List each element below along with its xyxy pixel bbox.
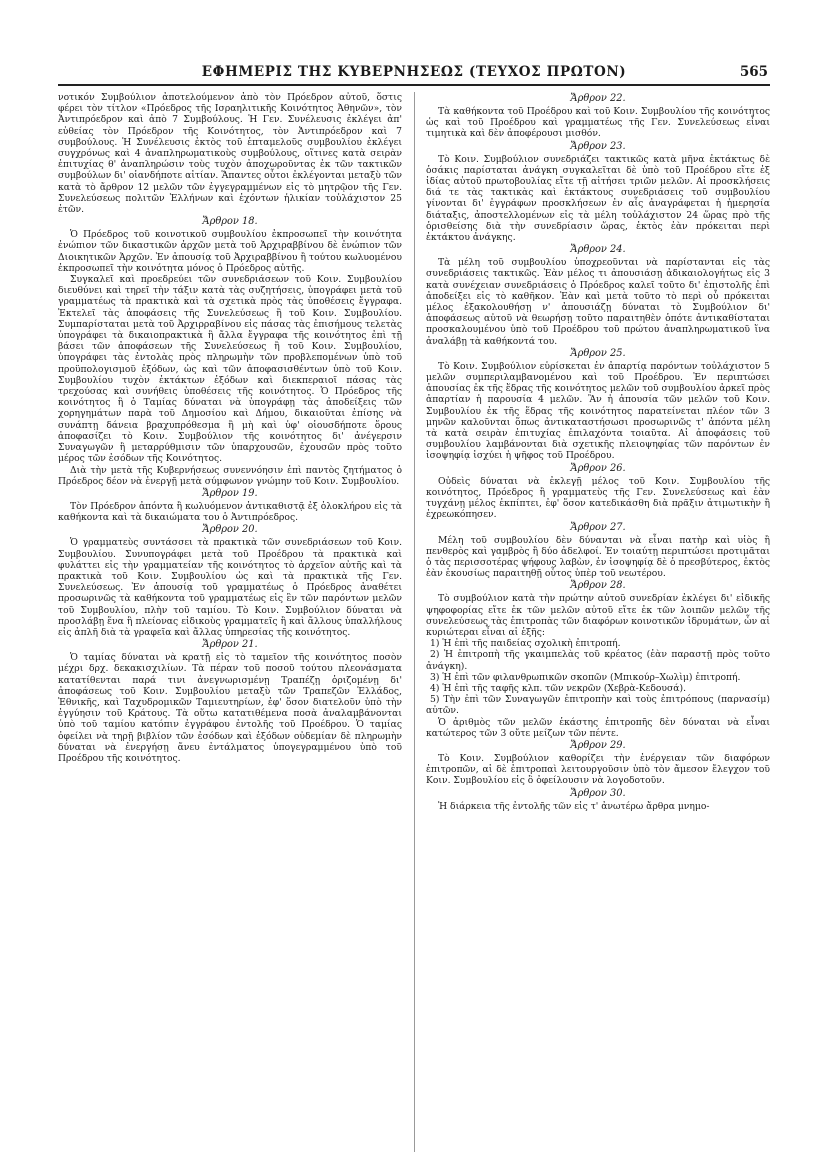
list-item: 5) Τὴν ἐπὶ τῶν Συναγωγῶν ἐπιτροπὴν καὶ τοὺς ἐπιτρόπους (παρνασίμ) αὐτῶν. <box>426 694 770 717</box>
article-23-paragraph: Τὸ Κοιν. Συμβούλιον συνεδριάζει τακτικῶς κατὰ μῆνα ἐκτάκτως δὲ ὁσάκις παρίσταται ἀνάγκη συγκαλεῖται δὲ ὑπὸ τοῦ Προέδρου εἴτε ἐξ ἰδίας αὐτοῦ πρωτοβουλίας εἴτε τῇ αἰτήσει τριῶν μελῶν. Αἱ προσκλήσεις διά τε τὰς τακτικὰς καὶ ἐκτάκτους συνεδριάσεις τοῦ συμβουλίου γίνονται δι' ἐγγράφων προσκλήσεων ἐν αἷς ἀναγράφεται ἡ ἡμερησία διάταξις, ἀποστελλομένων εἰς τὰ μέλη τοὐλάχιστον 24 ὥρας πρὸ τῆς ὁρισθείσης διὰ τὴν συνεδρίασιν ὥρας, ἐκτὸς ἐὰν πρόκειται περὶ ἐκτάκτου ἀνάγκης. <box>426 153 770 244</box>
article-18-paragraph-2: Συγκαλεῖ καὶ προεδρεύει τῶν συνεδριάσεων τοῦ Κοιν. Συμβουλίου διευθύνει καὶ τηρεῖ τὴν τάξιν κατὰ τὰς συζητήσεις, ὑπογράφει μετὰ τοῦ γραμματέως τὰ πρακτικὰ καὶ τὰ σχετικὰ πρὸς τὰς ὑποθέσεις ἔγγραφα. Ἐκτελεῖ τὰς ἀποφάσεις τῆς Συνελεύσεως ἢ τοῦ Κοιν. Συμβουλίου. Συμπαρίσταται μετὰ τοῦ Ἀρχιρραβίνου εἰς πάσας τὰς ἐπισήμους τελετὰς ὑπογράφει τὰ δικαιοπρακτικὰ ἢ ἄλλα ἔγγραφα τῆς κοινότητος ἐπὶ τῇ βάσει τῶν ἀποφάσεων τῆς Συνελεύσεως ἢ τοῦ Κοιν. Συμβουλίου, ὑπογράφει τὰς ἐντολὰς πρὸς πληρωμὴν τῶν προβλεπομένων ὑπὸ τοῦ προϋπολογισμοῦ ἐξόδων, ὡς καὶ τῶν ἀποφασισθέντων ὑπὸ τοῦ Κοιν. Συμβουλίου τυχὸν ἐκτάκτων ἐξόδων καὶ διεκπεραιοῖ πάσας τὰς τρεχούσας καὶ συνήθεις ὑποθέσεις τῆς κοινότητος. Ὁ Πρόεδρος τῆς κοινότητος ἢ ὁ Ταμίας δύναται νὰ ὑπογράφῃ τὰς ἀποδείξεις τῶν χορηγημάτων παρὰ τοῦ Δημοσίου καὶ Δήμου, δικαιοῦται ἐπίσης νὰ συνάπτῃ δάνεια βραχυπρόθεσμα ἢ μὴ καὶ ὑφ' οἱουσδήποτε ὅρους ἀποφασίζει τὸ Κοιν. Συμβούλιον τῆς κοινότητος δι' ἀνέγερσιν Συναγωγῶν ἢ μεταρρύθμισιν τῶν ὑπαρχουσῶν, ἐχουσῶν πρὸς τοῦτο μέρος τῶν ἐσόδων τῆς Κοινότητος. <box>58 274 402 465</box>
article-18-heading: Ἄρθρον 18. <box>202 216 258 228</box>
article-25-paragraph: Τὸ Κοιν. Συμβούλιον εὑρίσκεται ἐν ἀπαρτίᾳ παρόντων τοὐλάχιστον 5 μελῶν συμπεριλαμβανομένου καὶ τοῦ Προέδρου. Ἐν περιπτώσει ἀπουσίας ἐκ τῆς ἕδρας τῆς κοινότητος μελῶν τοῦ συμβουλίου ἀρκεῖ πρὸς ἀπαρτίαν ἡ παρουσία 4 μελῶν. Ἂν ἡ ἀπουσία τῶν μελῶν τοῦ Κοιν. Συμβουλίου ἐκ τῆς ἕδρας τῆς κοινότητος παρατείνεται πλέον τῶν 3 μηνῶν καλοῦνται ὅπως ἀντικαταστήσωσι προσωρινῶς τ' ἀπόντα μέλη τὰ κατὰ σειρὰν ἐπιτυχίας ἐπιλαχόντα τοιαῦτα. Αἱ ἀποφάσεις τοῦ συμβουλίου λαμβάνονται διὰ σχετικῆς πλειοψηφίας τῶν παρόντων ἐν ἰσοψηφίᾳ ἰσχύει ἡ ψῆφος τοῦ Προέδρου. <box>426 360 770 462</box>
article-18-paragraph-1: Ὁ Πρόεδρος τοῦ κοινοτικοῦ συμβουλίου ἐκπροσωπεῖ τὴν κοινότητα ἐνώπιον τῶν δικαστικῶν ἀρχῶν μετὰ τοῦ Ἀρχιραββίνου δὲ ἐνώπιον τῶν Διοικητικῶν Ἀρχῶν. Ἐν ἀπουσίᾳ τοῦ Ἀρχιραββίνου ἢ τούτου κωλυομένου ἐκπροσωπεῖ τὴν κοινότητα μόνος ὁ Πρόεδρος αὐτῆς. <box>58 229 402 274</box>
left-column <box>58 92 402 1152</box>
gazette-page <box>58 62 770 1152</box>
article-28-paragraph: Τὸ συμβούλιον κατὰ τὴν πρώτην αὐτοῦ συνεδρίαν ἐκλέγει δι' εἰδικῆς ψηφοφορίας εἴτε ἐκ τῶν μελῶν αὐτοῦ εἴτε ἐκ τῶν λοιπῶν μελῶν τῆς συνελεύσεως τὰς ἐπιτροπὰς τῶν διαφόρων κοινοτικῶν ἱδρυμάτων, ὧν αἱ κυριώτεραι εἶναι αἱ ἑξῆς: <box>426 593 770 638</box>
article-20-heading: Ἄρθρον 20. <box>202 524 258 536</box>
article-28-paragraph-2: Ὁ ἀριθμὸς τῶν μελῶν ἑκάστης ἐπιτροπῆς δὲν δύναται νὰ εἶναι κατώτερος τῶν 3 οὔτε μείζων τῶν πέντε. <box>426 716 770 739</box>
article-30-paragraph: Ἡ διάρκεια τῆς ἐντολῆς τῶν εἰς τ' ἀνωτέρω ἄρθρα μνημο- <box>438 800 710 812</box>
article-21-heading: Ἄρθρον 21. <box>202 639 258 651</box>
list-item: 3) Ἡ ἐπὶ τῶν φιλανθρωπικῶν σκοπῶν (Μπικούρ–Χωλὶμ) ἐπιτροπή. <box>430 671 741 683</box>
article-18-paragraph-3: Διὰ τὴν μετὰ τῆς Κυβερνήσεως συνεννόησιν ἐπὶ παντὸς ζητήματος ὁ Πρόεδρος δέον νὰ ἐνεργῇ μετὰ σύμφωνον γνώμην τοῦ Κοιν. Συμβουλίου. <box>58 464 402 487</box>
right-column <box>426 92 770 1152</box>
text-columns <box>58 92 770 1152</box>
article-27-heading: Ἄρθρον 27. <box>570 521 626 533</box>
page-number: 565 <box>739 64 768 80</box>
article-27-paragraph: Μέλη τοῦ συμβουλίου δὲν δύνανται νὰ εἶναι πατὴρ καὶ υἱὸς ἢ πενθερὸς καὶ γαμβρὸς ἢ δύο ἀδελφοί. Ἐν τοιαύτῃ περιπτώσει προτιμᾶται ὁ τὰς περισσοτέρας ψήφους λαβὼν, ἐν ἰσοψηφίᾳ δὲ ὁ πρεσβύτερος, ἐκτὸς ἐὰν ἑκουσίως παραιτηθῇ οὗτος ὑπὲρ τοῦ νεωτέρου. <box>426 534 770 580</box>
article-29-heading: Ἄρθρον 29. <box>570 739 626 751</box>
gazette-title: ΕΦΗΜΕΡΙΣ ΤΗΣ ΚΥΒΕΡΝΗΣΕΩΣ (ΤΕΥΧΟΣ ΠΡΩΤΟΝ) <box>201 64 627 80</box>
article-30-heading: Ἄρθρον 30. <box>570 787 626 799</box>
article-21-paragraph: Ὁ ταμίας δύναται νὰ κρατῇ εἰς τὸ ταμεῖον τῆς κοινότητος ποσὸν μέχρι δρχ. δεκακισχιλίων. Τὰ πέραν τοῦ ποσοῦ τούτου πλεονάσματα κατατίθενται παρά τινι ἀνεγνωρισμένῃ Τραπέζῃ ὁριζομένῃ δι' ἀποφάσεως τοῦ Κοιν. Συμβουλίου μεταξὺ τῶν Τραπεζῶν Ἑλλάδος, Ἐθνικῆς, καὶ Ταχυδρομικῶν Ταμιευτηρίων, ἐφ' ὅσον διατελοῦν ὑπὸ τὴν ἐγγύησιν τοῦ Κράτους. Τὰ οὕτω κατατιθέμενα ποσὰ ἀναλαμβάνονται ὑπὸ τοῦ ταμίου κατόπιν ἐγγράφου ἐντολῆς τοῦ Προέδρου. Ὁ ταμίας ὀφείλει νὰ τηρῇ βιβλίον τῶν ἐσόδων καὶ ἐξόδων οὐδεμίαν δὲ πληρωμὴν δύναται νὰ ἐνεργήσῃ ἄνευ ἐντάλματος ὑπογεγραμμένου ὑπὸ τοῦ Προέδρου τῆς κοινότητος. <box>58 652 402 764</box>
article-19-heading: Ἄρθρον 19. <box>202 487 258 499</box>
article-24-paragraph: Τὰ μέλη τοῦ συμβουλίου ὑποχρεοῦνται νὰ παρίστανται εἰς τὰς συνεδριάσεις τακτικῶς. Ἐὰν μέλος τι ἀπουσιάσῃ ἀδικαιολογήτως εἰς 3 κατὰ συνέχειαν συνεδριάσεις ὁ Πρόεδρος καλεῖ τοῦτο δι' ἐπιστολῆς ἐπὶ ἀποδείξει εἰς τὸ καθῆκον. Ἐὰν καὶ μετὰ τοῦτο τὸ περὶ οὗ πρόκειται μέλος ἐξακολουθήσῃ ν' ἀπουσιάζῃ δύναται τὸ Συμβούλιον δι' ἀποφάσεως αὐτοῦ νὰ θεωρήσῃ τοῦτο παραιτηθὲν ὁπότε ἀντικαθίσταται προσκαλουμένου ὑπὸ τοῦ Προέδρου τοῦ πρώτου ἀναπληρωματικοῦ ἵνα ἀναλάβῃ τὰ καθήκοντά του. <box>426 257 770 347</box>
list-item: 2) Ἡ ἐπιτροπὴ τῆς γκαιμπελὰς τοῦ κρέατος (ἐὰν παραστῇ πρὸς τοῦτο ἀνάγκη). <box>426 649 770 672</box>
article-28-heading: Ἄρθρον 28. <box>570 580 626 592</box>
article-26-heading: Ἄρθρον 26. <box>570 462 626 474</box>
article-26-paragraph: Οὐδεὶς δύναται νὰ ἐκλεγῇ μέλος τοῦ Κοιν. Συμβουλίου τῆς κοινότητος, Πρόεδρος ἢ γραμματεὺς τῆς Γεν. Συνελεύσεως καὶ ἐὰν τυγχάνῃ μέλος ἐκπίπτει, ἐφ' ὅσον κατεδικάσθη διὰ πρᾶξιν ἀτιμωτικὴν ἢ ἐχρεωκόπησεν. <box>426 475 770 521</box>
list-item: 4) Ἡ ἐπὶ τῆς ταφῆς κλπ. τῶν νεκρῶν (Χεβρὰ-Κεδουσά). <box>430 682 686 694</box>
article-22-paragraph: Τὰ καθήκοντα τοῦ Προέδρου καὶ τοῦ Κοιν. Συμβουλίου τῆς κοινότητος ὡς καὶ τοῦ Προέδρου καὶ γραμματέως τῆς Γεν. Συνελεύσεως εἶναι τιμητικὰ καὶ δὲν ἀποφέρουσι μισθόν. <box>426 106 770 140</box>
article-23-heading: Ἄρθρον 23. <box>570 140 626 152</box>
list-item: 1) Ἡ ἐπὶ τῆς παιδείας σχολικὴ ἐπιτροπή. <box>430 638 621 650</box>
article-20-paragraph: Ὁ γραμματεὺς συντάσσει τὰ πρακτικὰ τῶν συνεδριάσεων τοῦ Κοιν. Συμβουλίου. Συνυπογράφει μετὰ τοῦ Προέδρου τὰ πρακτικὰ καὶ φυλάττει εἰς τὴν γραμματείαν τῆς κοινότητος τὸ ἀρχεῖον αὐτῆς καὶ τὰ πρακτικὰ τοῦ Κοιν. Συμβουλίου ὡς καὶ τὰ πρακτικὰ τῆς Γεν. Συνελεύσεως. Ἐν ἀπουσίᾳ τοῦ γραμματέως ὁ Πρόεδρος ἀναθέτει προσωρινῶς τὰ καθήκοντα τοῦ γραμματέως εἰς ἓν τῶν παρόντων μελῶν τοῦ Συμβουλίου, πλὴν τοῦ ταμίου. Τὸ Κοιν. Συμβούλιον δύναται νὰ προσλάβῃ ἕνα ἢ πλείονας εἰδικοὺς γραμματεῖς ἢ καὶ ἄλλους ὑπαλλήλους εἰς ἀπλῆ διὰ τὰ γραφεῖα καὶ ἄλλας ὑπηρεσίας τῆς κοινότητος. <box>58 537 402 638</box>
column-divider <box>414 92 415 1152</box>
article-22-heading: Ἄρθρον 22. <box>570 93 626 104</box>
article-19-paragraph: Τὸν Πρόεδρον ἀπόντα ἢ κωλυόμενον ἀντικαθιστᾷ ἐξ ὁλοκλήρου εἰς τὰ καθήκοντα καὶ τὰ δικαιώματα του ὁ Ἀντιπρόεδρος. <box>58 500 402 524</box>
article-25-heading: Ἄρθρον 25. <box>570 347 626 359</box>
page-header <box>58 62 770 86</box>
article-29-paragraph: Τὸ Κοιν. Συμβούλιον καθορίζει τὴν ἐνέργειαν τῶν διαφόρων ἐπιτροπῶν, αἱ δὲ ἐπιτροπαὶ λειτουργοῦσιν ὑπὸ τὸν ἄμεσον ἔλεγχον τοῦ Κοιν. Συμβουλίου εἰς ὃ ὀφείλουσιν νὰ λογοδοτοῦν. <box>426 752 770 787</box>
paragraph-continuation: νοτικόν Συμβούλιον ἀποτελούμενον ἀπὸ τὸν Πρόεδρον αὐτοῦ, ὅστις φέρει τὸν τίτλον «Πρόεδρος τῆς Ισραηλιτικῆς Κοινότητος Ἀθηνῶν», τὸν Ἀντιπρόεδρον καὶ ἀπὸ 7 Συμβούλους. Ἡ Γεν. Συνέλευσις ἐκλέγει ἀπ' εὐθείας τὸν Πρόεδρον τῆς Κοινότητος, τὸν Ἀντιπρόεδρον καὶ 7 συμβούλους. Ἡ Συνέλευσις ἐκτὸς τοῦ ἑπταμελοῦς συμβουλίου ἐκλέγει συγχρόνως καὶ 4 ἀναπληρωματικοὺς συμβούλους, οἵτινες κατὰ σειρὰν ἐπιτυχίας θ' ἀναπληρώσιν τοὺς τυχὸν ἀποχωροῦντας ἐκ τῶν τακτικῶν συμβούλων δι' οἱανδήποτε αἰτίαν. Ἅπαντες οὗτοι ἐκλέγονται μεταξὺ τῶν κατὰ τὸ ἄρθρον 12 μελῶν τῶν ἐγγεγραμμένων εἰς τὸ μητρῷον τῆς Γεν. Συνελεύσεως πολιτῶν Ἑλλήνων καὶ ἐχόντων ἡλικίαν τοὐλάχιστον 25 ἐτῶν. <box>58 92 402 216</box>
committee-list <box>426 638 770 716</box>
article-24-heading: Ἄρθρον 24. <box>570 244 626 256</box>
